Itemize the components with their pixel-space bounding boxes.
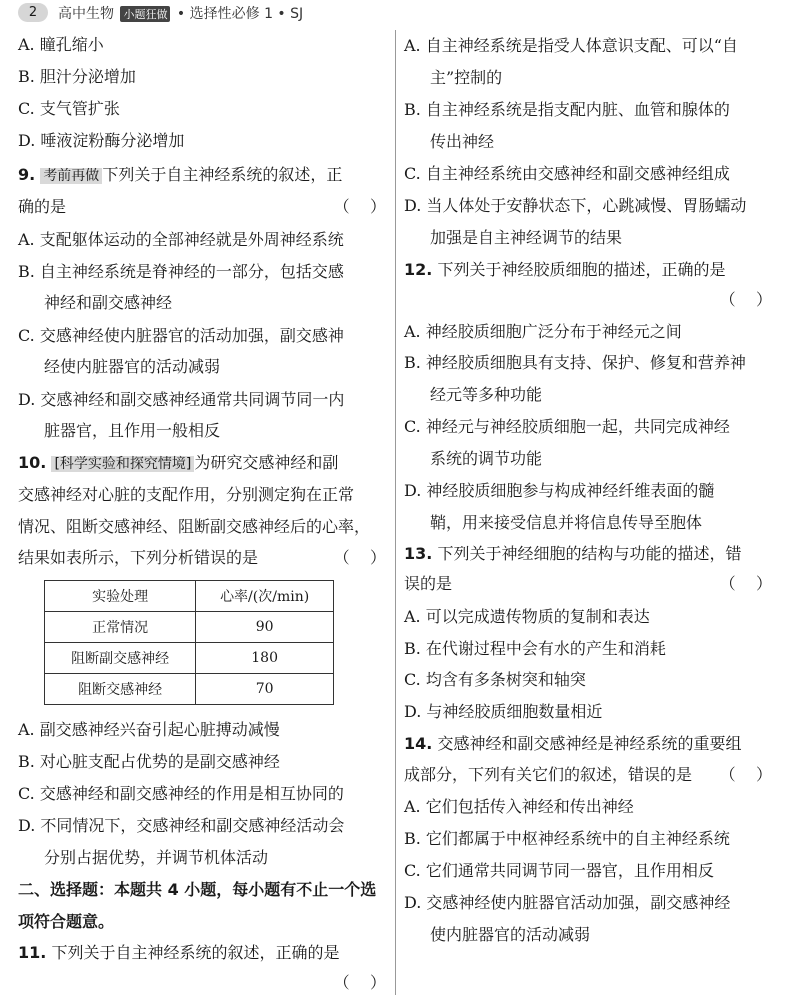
table-cell: 70 (196, 674, 334, 705)
question-10-line2: 交感神经对心脏的支配作用，分别测定狗在正常 (18, 485, 355, 504)
header-subject: 高中生物 (58, 6, 114, 22)
question-10-line4: 结果如表所示，下列分析错误的是 (18, 548, 259, 567)
table-header-treatment: 实验处理 (45, 581, 196, 612)
question-13-option-b: B. 在代谢过程中会有水的产生和消耗 (404, 639, 666, 658)
question-12-option-d-cont: 鞘，用来接受信息并将信息传导至胞体 (430, 513, 703, 532)
question-9-line2: 确的是 (18, 197, 67, 216)
question-9-line1: 下列关于自主神经系统的叙述，正 (102, 165, 343, 184)
question-11-option-a: A. 自主神经系统是指受人体意识支配、可以“自 (404, 36, 738, 55)
question-14-option-d-cont: 使内脏器官的活动减弱 (430, 925, 591, 944)
header-course: • 选择性必修 1 • SJ (176, 6, 304, 22)
page-number-badge: 2 (18, 3, 48, 22)
header-brand-logo: 小题狂做 (120, 6, 170, 22)
table-cell: 正常情况 (45, 612, 196, 643)
heart-rate-table (44, 580, 334, 705)
question-10-option-c: C. 交感神经和副交感神经的作用是相互协同的 (18, 784, 344, 803)
question-11-option-b: B. 自主神经系统是指支配内脏、血管和腺体的 (404, 100, 730, 119)
question-12-option-d: D. 神经胶质细胞参与构成神经纤维表面的髓 (404, 481, 715, 500)
section-2-heading: 二、选择题：本题共 4 小题，每小题有不止一个选 (18, 880, 377, 899)
question-10-line3: 情况、阻断交感神经、阻断副交感神经后的心率， (18, 517, 371, 536)
question-11-text: 下列关于自主神经系统的叙述，正确的是 (51, 943, 340, 962)
prev-option-b: B. 胆汁分泌增加 (18, 67, 136, 86)
question-13-answer-blank: （ ） (719, 574, 772, 593)
table-row (45, 674, 334, 705)
table-row (45, 612, 334, 643)
question-11-number: 11. (18, 943, 47, 962)
question-11-option-d: D. 当人体处于安静状态下，心跳减慢、胃肠蠕动 (404, 196, 747, 215)
question-13-line2: 误的是 (404, 574, 453, 593)
question-11-option-d-cont: 加强是自主神经调节的结果 (430, 228, 623, 247)
question-9-option-d: D. 交感神经和副交感神经通常共同调节同一内 (18, 390, 345, 409)
question-14-option-c: C. 它们通常共同调节同一器官，且作用相反 (404, 861, 714, 880)
question-9-number: 9. (18, 165, 36, 184)
question-11-stem (18, 942, 339, 964)
question-14-line2: 成部分，下列有关它们的叙述，错误的是 (404, 765, 693, 784)
question-9-stem (18, 164, 342, 187)
question-12-option-c: C. 神经元与神经胶质细胞一起，共同完成神经 (404, 417, 730, 436)
question-14-number: 14. (404, 734, 433, 753)
question-12-number: 12. (404, 260, 433, 279)
question-12-option-b: B. 神经胶质细胞具有支持、保护、修复和营养神 (404, 353, 746, 372)
question-11-option-c: C. 自主神经系统由交感神经和副交感神经组成 (404, 164, 730, 183)
table-cell: 阻断交感神经 (45, 674, 196, 705)
question-14-option-d: D. 交感神经使内脏器官活动加强，副交感神经 (404, 893, 731, 912)
question-12-answer-blank: （ ） (719, 290, 772, 309)
question-13-option-d: D. 与神经胶质细胞数量相近 (404, 702, 603, 721)
question-10-option-d: D. 不同情况下，交感神经和副交感神经活动会 (18, 816, 345, 835)
question-11-option-a-cont: 主”控制的 (430, 68, 503, 87)
question-12-stem (404, 259, 725, 281)
question-10-line1: 为研究交感神经和副 (194, 453, 339, 472)
question-9-tag: 考前再做 (40, 168, 102, 184)
question-10-option-d-cont: 分别占据优势，并调节机体活动 (44, 848, 269, 867)
question-13-stem (404, 543, 741, 565)
question-13-option-a: A. 可以完成遗传物质的复制和表达 (404, 607, 650, 626)
question-10-stem (18, 452, 338, 475)
question-13-option-c: C. 均含有多条树突和轴突 (404, 670, 586, 689)
question-11-option-b-cont: 传出神经 (430, 132, 495, 151)
table-row (45, 643, 334, 674)
question-9-option-a: A. 支配躯体运动的全部神经就是外周神经系统 (18, 230, 344, 249)
question-14-stem (404, 733, 741, 755)
question-14-option-a: A. 它们包括传入神经和传出神经 (404, 797, 634, 816)
question-10-option-b: B. 对心脏支配占优势的是副交感神经 (18, 752, 280, 771)
question-9-option-c-cont: 经使内脏器官的活动减弱 (44, 357, 221, 376)
question-12-option-c-cont: 系统的调节功能 (430, 449, 543, 468)
section-2-heading-cont: 项符合题意。 (18, 912, 115, 931)
column-divider (395, 30, 396, 995)
question-9-option-b: B. 自主神经系统是脊神经的一部分，包括交感 (18, 262, 344, 281)
question-14-line1: 交感神经和副交感神经是神经系统的重要组 (437, 734, 742, 753)
header-title (58, 3, 303, 23)
table-cell: 180 (196, 643, 334, 674)
question-14-option-b: B. 它们都属于中枢神经系统中的自主神经系统 (404, 829, 730, 848)
question-9-option-d-cont: 脏器官，且作用一般相反 (44, 421, 221, 440)
table-cell: 阻断副交感神经 (45, 643, 196, 674)
question-10-option-a: A. 副交感神经兴奋引起心脏搏动减慢 (18, 720, 280, 739)
prev-option-a: A. 瞳孔缩小 (18, 35, 104, 54)
question-13-number: 13. (404, 544, 433, 563)
question-12-text: 下列关于神经胶质细胞的描述，正确的是 (437, 260, 726, 279)
table-header-row (45, 581, 334, 612)
question-12-option-a: A. 神经胶质细胞广泛分布于神经元之间 (404, 322, 682, 341)
question-9-answer-blank: （ ） (333, 197, 386, 216)
question-9-option-b-cont: 神经和副交感神经 (44, 293, 173, 312)
table-header-heart-rate: 心率/(次/min) (196, 581, 334, 612)
question-14-answer-blank: （ ） (719, 765, 772, 784)
question-13-line1: 下列关于神经细胞的结构与功能的描述，错 (437, 544, 742, 563)
prev-option-d: D. 唾液淀粉酶分泌增加 (18, 131, 185, 150)
table-cell: 90 (196, 612, 334, 643)
question-9-option-c: C. 交感神经使内脏器官的活动加强，副交感神 (18, 326, 344, 345)
question-10-number: 10. (18, 453, 47, 472)
question-11-answer-blank: （ ） (333, 973, 386, 992)
page-header (0, 0, 790, 26)
question-10-answer-blank: （ ） (333, 548, 386, 567)
question-12-option-b-cont: 经元等多种功能 (430, 385, 543, 404)
prev-option-c: C. 支气管扩张 (18, 99, 120, 118)
question-10-tag: [科学实验和探究情境] (51, 456, 194, 472)
